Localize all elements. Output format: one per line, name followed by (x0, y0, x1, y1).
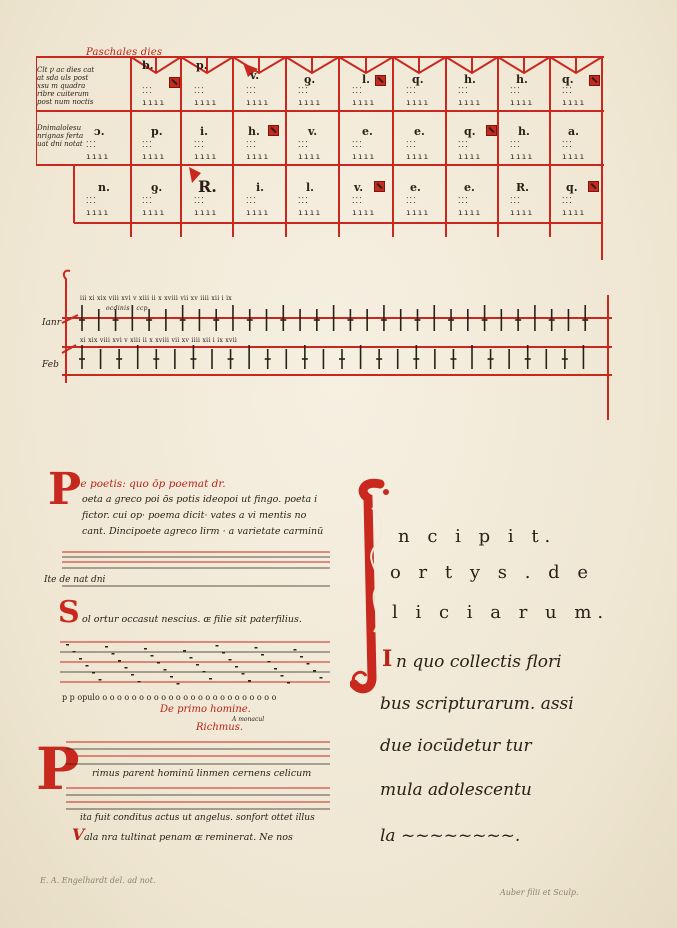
cell-letter: h. (248, 125, 260, 138)
dot-group: ⁚⁚⁚ (406, 86, 417, 95)
neume (170, 676, 173, 678)
neume (92, 672, 95, 674)
engraver-credit-right: Auber filii et Sculp. (500, 888, 579, 897)
neume (138, 681, 141, 683)
red-square-mark (589, 75, 600, 86)
jan-subnote: ocdinis · ccp (106, 305, 148, 312)
cell-letter: h. (464, 73, 476, 86)
deliciarum-line: l i c i a r u m. (392, 602, 610, 623)
dot-group: ⁚⁚⁚ (458, 86, 469, 95)
dot-group: ⁚⁚⁚ (458, 140, 469, 149)
cell-letter: h. (518, 125, 530, 138)
neume (255, 647, 258, 649)
stroke-group: ıııı (406, 98, 430, 107)
cell-letter: e. (362, 125, 373, 138)
cell-letter: v. (354, 181, 364, 194)
red-square-mark (374, 181, 385, 192)
neume (79, 658, 82, 660)
paschal-row-label-2: Dnimalolesu nrignas ferta uat dni notat (37, 124, 84, 148)
cell-letter: v. (250, 69, 260, 82)
neume (281, 675, 284, 677)
adolescentu-line: mula adolescentu (380, 780, 532, 800)
dot-group: ⁚⁚⁚ (510, 86, 521, 95)
neume (287, 682, 290, 684)
dot-group: ⁚⁚⁚ (298, 140, 309, 149)
cell-letter: l. (306, 181, 315, 194)
dot-group: ⁚⁚⁚ (246, 196, 257, 205)
music-staff (66, 738, 330, 768)
neume (248, 680, 251, 682)
stroke-group: ıııı (562, 98, 586, 107)
cell-letter: R. (516, 181, 529, 194)
cell-letter: h. (516, 73, 528, 86)
neume (118, 660, 121, 662)
richmus-label: Richmus. (196, 722, 244, 733)
red-square-mark (486, 125, 497, 136)
cell-letter: ƍ. (151, 181, 163, 194)
stroke-group: ıııı (298, 98, 322, 107)
stroke-group: ıııı (298, 208, 322, 217)
music-staff (62, 582, 330, 592)
la-line: la ~~~~~~~~. (380, 826, 521, 846)
poetis-heading: De poetis: quo ōp poemat dr. (72, 478, 226, 490)
incipit-line: n c i p i t. (398, 526, 557, 547)
dot-group: ⁚⁚⁚ (86, 140, 97, 149)
cell-letter: l. (362, 73, 371, 86)
stroke-group: ıııı (142, 208, 166, 217)
neume (144, 648, 147, 650)
dot-group: ⁚⁚⁚ (246, 140, 257, 149)
neume (183, 650, 186, 652)
dot-group: ⁚⁚⁚ (194, 196, 205, 205)
dot-group: ⁚⁚⁚ (510, 196, 521, 205)
stroke-group: ıııı (194, 98, 218, 107)
dot-group: ⁚⁚⁚ (352, 196, 363, 205)
calendar-lines (40, 265, 612, 420)
text-line: fictor. cui op· poema dicit· vates a vi mentis no (82, 510, 307, 521)
syllables-line: p p opulo o o o o o o o o o o o o o o o o o o o o o o o o (62, 693, 277, 702)
dot-group: ⁚⁚⁚ (194, 140, 205, 149)
stroke-group: ıııı (246, 208, 270, 217)
dot-group: ⁚⁚⁚ (298, 86, 309, 95)
cell-letter: b. (142, 59, 154, 72)
dot-group: ⁚⁚⁚ (406, 196, 417, 205)
initial-S-sol: S (58, 595, 80, 630)
neume (125, 667, 128, 669)
neume (203, 671, 206, 673)
paschal-table (36, 55, 604, 260)
stroke-group: ıııı (194, 208, 218, 217)
stroke-group: ıııı (406, 152, 430, 161)
cell-letter: q. (412, 73, 424, 86)
stroke-group: ıııı (458, 208, 482, 217)
stroke-group: ıııı (352, 98, 376, 107)
stroke-group: ıııı (562, 208, 586, 217)
neume (307, 663, 310, 665)
dot-group: ⁚⁚⁚ (458, 196, 469, 205)
neume (261, 654, 264, 656)
neume (131, 674, 134, 676)
feb-numerals: xi xix viii xvi v xiii ii x xviii vii xv iiii xii i ix xvii (80, 337, 238, 344)
neume (177, 683, 180, 685)
cell-letter: e. (410, 181, 421, 194)
initial-I-in-quo: I (382, 646, 393, 672)
cell-letter: p. (151, 125, 163, 138)
neume (196, 664, 199, 666)
dot-group: ⁚⁚⁚ (246, 86, 257, 95)
de-nat-dni-label: Ite de nat dni (44, 575, 106, 585)
dot-group: ⁚⁚⁚ (352, 140, 363, 149)
neume (99, 679, 102, 681)
neume (151, 655, 154, 657)
neume (66, 644, 69, 646)
neume (164, 669, 167, 671)
cell-letter: q. (464, 125, 476, 138)
cell-letter: R. (198, 177, 217, 196)
dot-group: ⁚⁚⁚ (562, 140, 573, 149)
paschal-title: Paschales dies (86, 47, 163, 58)
stroke-group: ıııı (246, 152, 270, 161)
text-line: cant. Dincipoete agreco lirm · a varietate carminū (82, 526, 324, 537)
dot-group: ⁚⁚⁚ (86, 196, 97, 205)
paschal-row-label: Clt ƿ ac dies cat at sda uls post xsu m quadra ribre cuiterum post num noctis (37, 66, 95, 106)
neume (86, 665, 89, 667)
stroke-group: ıııı (298, 152, 322, 161)
a-monacul-note: A monacul (232, 716, 265, 723)
stroke-group: ıııı (562, 152, 586, 161)
cell-letter: i. (256, 181, 265, 194)
iocundetur-line: due iocūdetur tur (380, 736, 532, 756)
neume (157, 662, 160, 664)
stroke-group: ıııı (352, 208, 376, 217)
dot-group: ⁚⁚⁚ (194, 86, 205, 95)
stroke-group: ıııı (142, 98, 166, 107)
engraver-credit-left: E. A. Engelhardt del. ad not. (40, 876, 156, 885)
ita-fuit-line: ita fuit conditus actus ut angelus. sonfort ottet illus (80, 813, 315, 823)
initial-P-poeta: P (48, 464, 82, 515)
neume (294, 649, 297, 651)
stroke-group: ıııı (510, 208, 534, 217)
cell-letter: q. (566, 181, 578, 194)
neume (209, 678, 212, 680)
stroke-group: ıııı (246, 98, 270, 107)
sol-ortur-line: ol ortur occasut nescius. ɶ filie sit paterfilius. (82, 614, 302, 625)
music-staff (62, 548, 330, 574)
dot-group: ⁚⁚⁚ (142, 86, 153, 95)
cell-letter: e. (464, 181, 475, 194)
neume (216, 645, 219, 647)
dot-group: ⁚⁚⁚ (142, 196, 153, 205)
music-staff (60, 636, 330, 692)
neume (229, 659, 232, 661)
dot-group: ⁚⁚⁚ (142, 140, 153, 149)
in-quo-line: n quo collectis flori (396, 652, 562, 672)
stroke-group: ıııı (86, 208, 110, 217)
de-primo-homine-heading: De primo homine. (160, 704, 251, 715)
text-line: oeta a greco poi ōs potis ideopoi ut fingo. poeta i (82, 494, 318, 505)
stroke-group: ıııı (352, 152, 376, 161)
neume (112, 653, 115, 655)
cell-letter: q. (562, 73, 574, 86)
primus-line: rimus parent hominū linmen cernens celicum (92, 768, 312, 779)
dot-group: ⁚⁚⁚ (352, 86, 363, 95)
neume (242, 673, 245, 675)
neume (274, 668, 277, 670)
cell-letter: v. (308, 125, 318, 138)
neume (73, 651, 76, 653)
red-square-mark (375, 75, 386, 86)
stroke-group: ıııı (142, 152, 166, 161)
stroke-group: ıııı (406, 208, 430, 217)
neume (320, 677, 323, 679)
cell-letter: p. (196, 59, 208, 72)
neume (268, 661, 271, 663)
music-staff (66, 784, 330, 812)
dot-group: ⁚⁚⁚ (510, 140, 521, 149)
cell-letter: e. (414, 125, 425, 138)
month-label-jan: Ianr (42, 318, 62, 328)
neume (105, 646, 108, 648)
dot-group: ⁚⁚⁚ (298, 196, 309, 205)
stroke-group: ıııı (458, 98, 482, 107)
hortus-line: o r t y s . d e (390, 562, 595, 583)
cell-letter: ƍ. (304, 73, 316, 86)
red-square-mark (268, 125, 279, 136)
cell-letter: i. (200, 125, 209, 138)
neume (190, 657, 193, 659)
stroke-group: ıııı (86, 152, 110, 161)
dot-group: ⁚⁚⁚ (406, 140, 417, 149)
stroke-group: ıııı (194, 152, 218, 161)
initial-I-incipit (350, 478, 400, 698)
scripturarum-line: bus scripturarum. assi (380, 694, 574, 714)
initial-V-vala: V (72, 825, 85, 844)
initial-P-primus: P (36, 735, 80, 803)
cell-letter: ɔ. (94, 125, 105, 138)
neume (300, 656, 303, 658)
cell-letter: n. (98, 181, 110, 194)
dot-group: ⁚⁚⁚ (562, 86, 573, 95)
neume (222, 652, 225, 654)
dot-group: ⁚⁚⁚ (562, 196, 573, 205)
stroke-group: ıııı (510, 98, 534, 107)
final-line: ala nra tultinat penam ɶ reminerat. Ne nos (84, 832, 293, 843)
stroke-group: ıııı (510, 152, 534, 161)
red-square-mark (169, 77, 180, 88)
cell-letter: a. (568, 125, 579, 138)
month-label-feb: Feb (42, 360, 59, 370)
red-square-mark (588, 181, 599, 192)
jan-numerals: iii xi xix viii xvi v xiii ii x xviii vii xv iiii xii i ix (80, 295, 232, 302)
neume (235, 666, 238, 668)
neume (313, 670, 316, 672)
stroke-group: ıııı (458, 152, 482, 161)
